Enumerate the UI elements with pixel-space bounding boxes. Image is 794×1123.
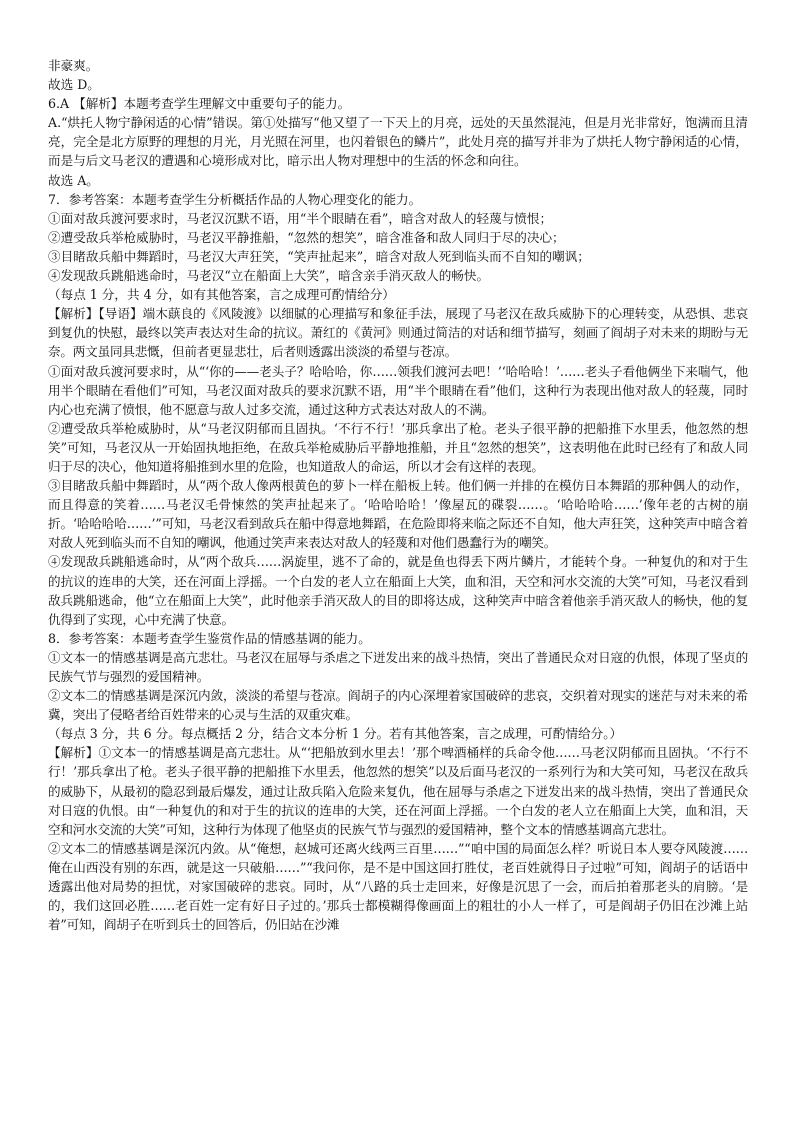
question-7-heading: 7．参考答案：本题考查学生分析概括作品的人物心理变化的能力。 (48, 191, 422, 207)
text-line: 故选 A。 (48, 172, 99, 188)
answer-point: ④发现敌兵跳船逃命时，马老汉“立在船面上大笑”，暗含亲手消灭敌人的畅快。 (48, 268, 490, 284)
question-6-heading: 6.A 【解析】本题考查学生理解文中重要句子的能力。 (48, 96, 351, 112)
scoring-note: （每点 3 分，共 6 分。每点概括 2 分，结合文本分析 1 分。若有其他答案，言之成理，可酌情给分。） (48, 726, 623, 742)
analysis-paragraph: ②文本二的情感基调是深沉内敛。从“俺想，赵城可还离火线两三百里……”“咱中国的局面怎么样？听说日本人要夺风陵渡……俺在山西没有别的东西，就是这一只破船……”“我问你，是不是中国这回打胜仗，老百姓就得日子过啦”可知，阎胡子的话语中透露出他对局势的担忧，对家国破碎的悲哀。同时，从“八路的兵士走回来，好像是沉思了一会，而后拍着那老头的肩膀。‘是的，我们这回必胜……老百姓一定有好日子过的。’那兵士都模糊得像画面上的粗壮的小人一样了，可是阎胡子仍旧在沙滩上站着”可知，阎胡子在听到兵士的回答后，仍旧站在沙滩 (48, 840, 748, 933)
text-line: 故选 D。 (48, 77, 100, 93)
scoring-note: （每点 1 分，共 4 分，如有其他答案，言之成理可酌情给分） (48, 287, 395, 303)
analysis-paragraph: ②遭受敌兵举枪威胁时，从“马老汉阴郁而且固执。‘不行不行！’那兵拿出了枪。老头子很平静的把船推下水里丢，他忽然的想笑”可知，马老汉从一开始固执地拒绝，在敌兵举枪威胁后平静地推船，并且“忽然的想笑”，这表明他在此时已经有了和敌人同归于尽的决心，他知道将船推到水里的危险，也知道敌人的命运，所以才会有这样的表现。 (48, 420, 748, 474)
question-8-heading: 8．参考答案：本题考查学生鉴赏作品的情感基调的能力。 (48, 630, 371, 646)
answer-point: ①文本一的情感基调是高亢悲壮。马老汉在屈辱与杀虐之下迸发出来的战斗热情，突出了普通民众对日寇的仇恨，体现了坚贞的民族气节与强烈的爱国精神。 (48, 649, 748, 684)
answer-point: ③目睹敌兵船中舞蹈时，马老汉大声狂笑，“笑声扯起来”，暗含对敌人死到临头而不自知的嘲讽； (48, 248, 590, 264)
answer-point: ②遭受敌兵举枪威胁时，马老汉平静推船，“忽然的想笑”，暗含准备和敌人同归于尽的决心； (48, 229, 565, 245)
analysis-paragraph: 【解析】【导语】端木蕻良的《风陵渡》以细腻的心理描写和象征手法，展现了马老汉在敌兵威胁下的心理转变，从恐惧、悲哀到复仇的快慰，最终以笑声表达对生命的抗议。萧红的《黄河》则通过简洁的对话和细节描写，刻画了阎胡子对未来的期盼与无奈。两文虽同具悲慨，但前者更显悲壮，后者则透露出淡淡的希望与苍凉。 (48, 306, 748, 360)
paragraph: A.“烘托人物宁静闲适的心情”错误。第①处描写“他又望了一下天上的月亮，远处的天虽然混沌，但是月光非常好，饱满而且清亮，完全是北方原野的理想的月光，月光照在河里，也闪着银色的鳞片”，此处月亮的描写并非为了烘托人物宁静闲适的心情，而是与后文马老汉的遭遇和心境形成对比，暗示出人物对理想中的生活的怀念和向往。 (48, 115, 748, 169)
text-line: 非豪爽。 (48, 58, 99, 73)
answer-point: ①面对敌兵渡河要求时，马老汉沉默不语，用“半个眼睛在看”，暗含对敌人的轻蔑与愤恨； (48, 210, 553, 226)
analysis-paragraph: ③目睹敌兵船中舞蹈时，从“两个敌人像两根黄色的萝卜一样在船板上转。他们俩一并排的在模仿日本舞蹈的那种偶人的动作，而且得意的笑着……马老汉毛骨悚然的笑声扯起来了。‘哈哈哈哈！’像屋瓦的碟裂……。‘哈哈哈哈……’像年老的古树的崩折。‘哈哈哈哈……’”可知，马老汉看到敌兵在船中得意地舞蹈，在危险即将来临之际还不自知，他大声狂笑，这种笑声中暗含着对敌人死到临头而不自知的嘲讽，他通过笑声来表达对敌人的轻蔑和对他们愚蠢行为的嘲笑。 (48, 478, 748, 551)
analysis-paragraph: ①面对敌兵渡河要求时，从“‘你的——老头子？哈哈哈，你……领我们渡河去吧！’‘哈哈哈！’……老头子看他俩坐下来喘气，他用半个眼睛在看他们”可知，马老汉面对敌兵的要求沉默不语，用“半个眼睛在看”他们，这种行为表现出他对敌人的轻蔑，同时内心也充满了愤恨，他不愿意与敌人过多交流，通过这种方式表达对敌人的不满。 (48, 363, 748, 417)
analysis-paragraph: 【解析】①文本一的情感基调是高亢悲壮。从“‘把船放到水里去！’那个啤酒桶样的兵命令他……马老汉阴郁而且固执。‘不行不行！’那兵拿出了枪。老头子很平静的把船推下水里丢，他忽然的想笑”以及后面马老汉的一系列行为和大笑可知，马老汉在敌兵的威胁下，从最初的隐忍到最后爆发，通过让敌兵陷入危险来复仇，他在屈辱与杀虐之下迸发出来的战斗热情，突出了普通民众对日寇的仇恨。由“一种复仇的和对于生的抗议的连串的大笑，还在河面上浮摇。一个白发的老人立在船面上大笑，血和泪，天空和河水交流的大笑”可知，这种行为体现了他坚贞的民族气节与强烈的爱国精神，整个文本的情感基调高亢悲壮。 (48, 745, 748, 837)
analysis-paragraph: ④发现敌兵跳船逃命时，从“两个敌兵……涡旋里，逃不了命的，就是鱼也得丢下两片鳞片，才能转个身。一种复仇的和对于生的抗议的连串的大笑，还在河面上浮摇。一个白发的老人立在船面上大笑，血和泪，天空和河水交流的大笑”可知，马老汉看到敌兵跳船逃命，他“立在船面上大笑”，此时他亲手消灭敌人的目的即将达成，这种笑声中暗含着他亲手消灭敌人的畅快，他的复仇得到了实现，心中充满了快意。 (48, 554, 748, 627)
answer-point: ②文本二的情感基调是深沉内敛，淡淡的希望与苍凉。阎胡子的内心深埋着家国破碎的悲哀，交织着对现实的迷茫与对未来的希冀，突出了侵略者给百姓带来的心灵与生活的双重灾难。 (48, 688, 748, 723)
